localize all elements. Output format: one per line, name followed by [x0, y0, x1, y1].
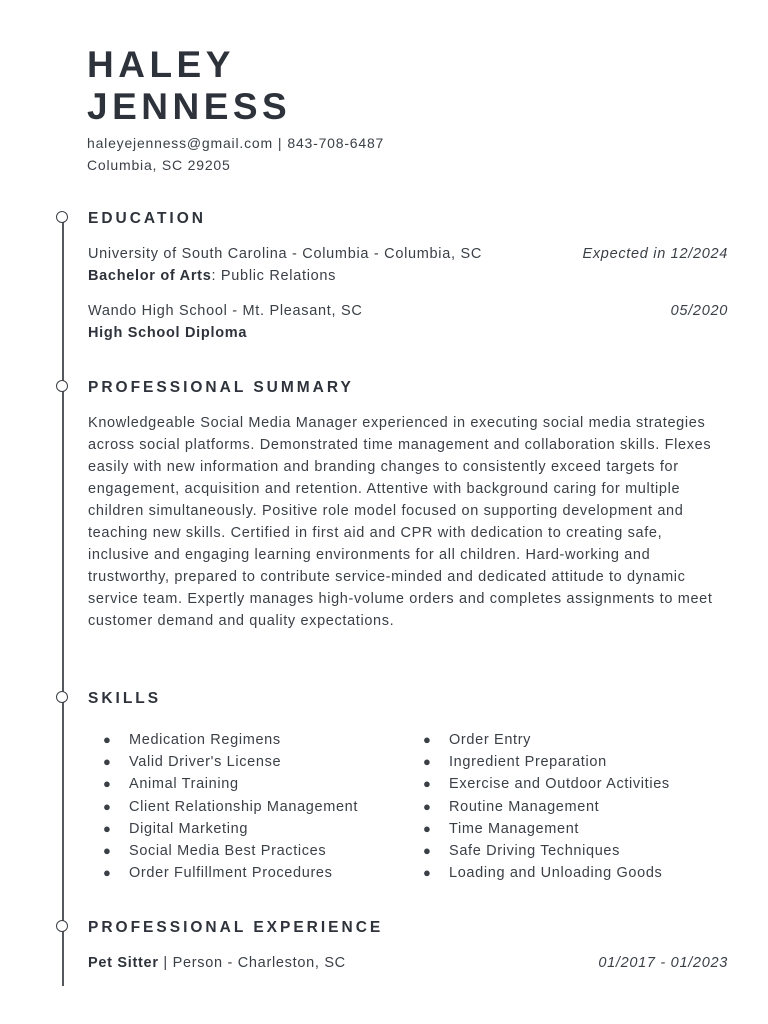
experience-dates-1: 01/2017 - 01/2023 — [598, 955, 728, 971]
education-degree-1: Bachelor of Arts — [88, 268, 212, 284]
bullet-icon: ● — [423, 843, 432, 859]
timeline-line — [62, 216, 64, 986]
contact-info — [87, 132, 384, 176]
skills-list-left — [103, 729, 358, 884]
skill-item: ● Loading and Unloading Goods — [423, 862, 670, 884]
last-name: JENNESS — [87, 86, 292, 127]
section-title-experience: PROFESSIONAL EXPERIENCE — [88, 919, 384, 936]
education-degree-2: High School Diploma — [88, 325, 248, 341]
bullet-icon: ● — [423, 732, 432, 747]
bullet-icon: ● — [423, 776, 432, 792]
section-title-skills: SKILLS — [88, 690, 162, 707]
skill-item: ● Safe Driving Techniques — [423, 840, 670, 862]
timeline-node-education — [56, 211, 68, 223]
education-field-1: : Public Relations — [211, 268, 337, 284]
education-entry-2 — [88, 300, 728, 344]
skill-item: ● Order Fulfillment Procedures — [103, 862, 358, 884]
phone-number: 843-708-6487 — [287, 135, 385, 151]
skill-item: ● Ingredient Preparation — [423, 751, 670, 773]
section-title-education: EDUCATION — [88, 210, 206, 227]
location: Columbia, SC 29205 — [87, 157, 231, 173]
skill-item: ● Client Relationship Management — [103, 796, 358, 818]
contact-separator: | — [277, 135, 283, 151]
bullet-icon: ● — [103, 820, 112, 836]
bullet-icon: ● — [423, 820, 432, 836]
section-title-summary: PROFESSIONAL SUMMARY — [88, 379, 354, 396]
education-entry-1 — [88, 243, 728, 287]
bullet-icon: ● — [103, 843, 112, 859]
experience-separator-1: | — [158, 955, 173, 971]
skill-item: ● Exercise and Outdoor Activities — [423, 773, 670, 795]
bullet-icon: ● — [103, 798, 112, 814]
experience-entry-1 — [88, 952, 728, 974]
bullet-icon: ● — [103, 732, 112, 747]
education-date-1: Expected in 12/2024 — [582, 246, 728, 262]
contact-line — [87, 132, 384, 154]
skill-item: ● Valid Driver's License — [103, 751, 358, 773]
education-date-2: 05/2020 — [670, 303, 728, 319]
skill-item: ● Medication Regimens — [103, 729, 358, 751]
first-name: HALEY — [87, 44, 235, 85]
skill-item: ● Social Media Best Practices — [103, 840, 358, 862]
skill-item: ● Order Entry — [423, 729, 670, 751]
timeline-node-skills — [56, 691, 68, 703]
timeline-node-summary — [56, 380, 68, 392]
education-school-1: University of South Carolina - Columbia - Columbia, SC — [88, 246, 482, 262]
skill-item: ● Animal Training — [103, 773, 358, 795]
skills-list-right — [423, 729, 670, 884]
bullet-icon: ● — [103, 865, 112, 881]
timeline-node-experience — [56, 920, 68, 932]
skill-item: ● Routine Management — [423, 796, 670, 818]
bullet-icon: ● — [423, 798, 432, 814]
bullet-icon: ● — [423, 754, 432, 770]
bullet-icon: ● — [103, 754, 112, 770]
email-link[interactable]: haleyejenness@gmail.com — [87, 135, 273, 151]
experience-role-1: Pet Sitter — [88, 955, 159, 971]
candidate-name — [87, 44, 291, 128]
experience-employer-1: Person - Charleston, SC — [172, 955, 346, 971]
summary-text: Knowledgeable Social Media Manager experienced in executing social media strategies across social platforms. Demonstrated time management and collaboration skills. Flexes easily with new information and branding changes to consistently exceed targets for engagement, acquisition and retention. Attentive with background caring for multiple children simultaneously. Positive role model focused on supporting development and teaching new skills. Certified in first aid and CPR with dedication to creating safe, inclusive and engaging learning environments for all children. Hard-working and trustworthy, prepared to contribute service-minded and dedicated attitude to dynamic service team. Expertly manages high-volume orders and completes assignments to meet customer demand and quality expectations. — [88, 415, 713, 629]
education-school-2: Wando High School - Mt. Pleasant, SC — [88, 303, 363, 319]
skill-item: ● Digital Marketing — [103, 818, 358, 840]
skill-item: ● Time Management — [423, 818, 670, 840]
bullet-icon: ● — [103, 776, 112, 792]
bullet-icon: ● — [423, 865, 432, 881]
